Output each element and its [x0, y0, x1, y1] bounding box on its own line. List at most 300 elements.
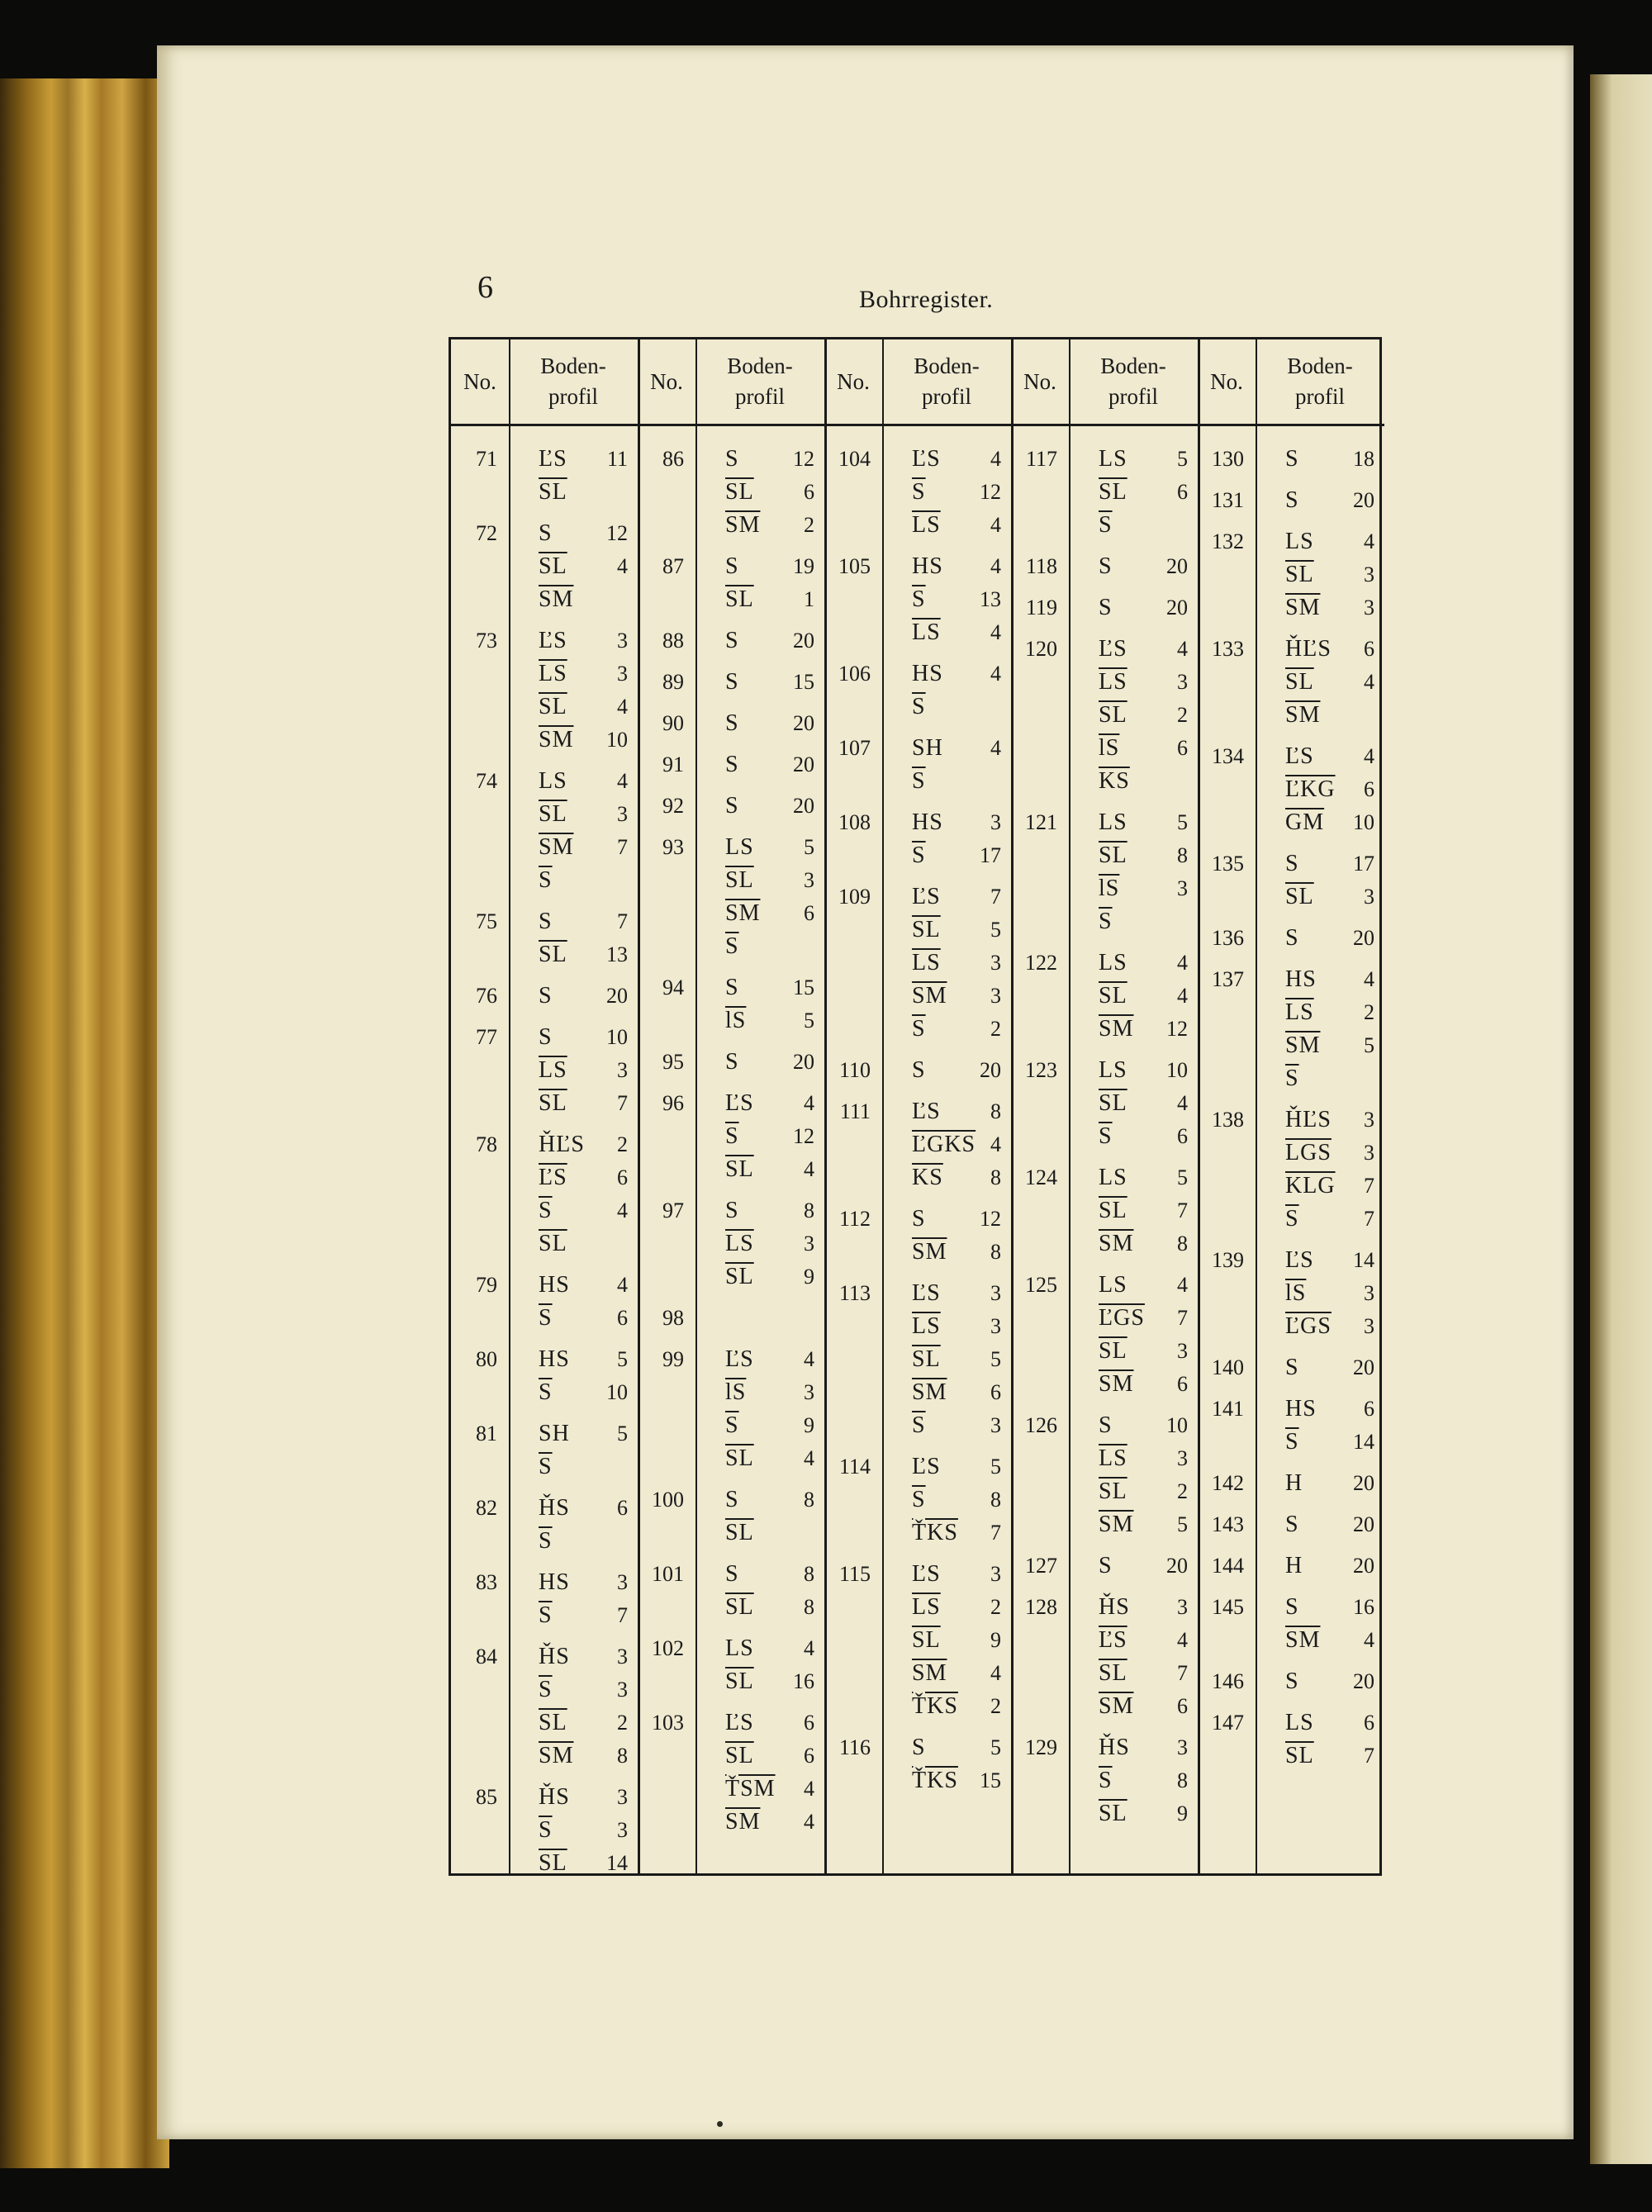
soil-type: $\overline{SL}$ — [1099, 1479, 1127, 1504]
soil-layer-row — [1069, 1508, 1198, 1541]
soil-type: S — [1285, 925, 1299, 951]
bohrung-number: 119 — [1025, 596, 1057, 619]
soil-type: H — [1285, 1470, 1303, 1496]
soil-type: S — [539, 909, 553, 934]
soil-type: $\overline{SM}$ — [1099, 1693, 1134, 1719]
layer-thickness: 13 — [980, 587, 1001, 611]
soil-type: $\overline{SL}$ — [1285, 562, 1314, 587]
soil-type: $\overline{lS}$ — [1285, 1280, 1307, 1306]
soil-layer-row — [509, 1847, 638, 1880]
soil-layer-row — [882, 881, 1011, 914]
soil-type: $\overline{S}$ — [912, 1016, 926, 1042]
soil-layer-row — [695, 1376, 824, 1409]
soil-layer-row — [1069, 1302, 1198, 1335]
soil-layer-row — [1256, 847, 1384, 881]
soil-layer-row — [882, 914, 1011, 947]
soil-layer-row — [1256, 1170, 1384, 1203]
soil-type: $\overline{SL}$ — [725, 867, 754, 893]
soil-layer-row — [695, 1087, 824, 1120]
soil-layer-row — [695, 1004, 824, 1037]
soil-layer-row — [882, 1054, 1011, 1087]
soil-type: $\overline{S}$ — [539, 1528, 553, 1554]
soil-layer-row — [1256, 1029, 1384, 1062]
soil-layer-row — [1069, 1731, 1198, 1764]
soil-layer-row — [1069, 1120, 1198, 1153]
bohrung-number: 144 — [1212, 1554, 1244, 1578]
soil-type: S — [539, 983, 553, 1009]
soil-type: $\overline{S}$ — [725, 933, 739, 959]
soil-layer-row — [1069, 1269, 1198, 1302]
bohrung-number: 95 — [662, 1050, 684, 1074]
soil-type: $\overline{SM}$ — [1099, 1512, 1134, 1537]
soil-type: ĽS — [1285, 1247, 1314, 1273]
soil-layer-row — [1069, 1657, 1198, 1690]
layer-thickness: 3 — [990, 1413, 1001, 1437]
soil-type: $\overline{SL}$ — [725, 586, 754, 612]
layer-thickness: 4 — [1177, 984, 1188, 1008]
layer-thickness: 5 — [1177, 810, 1188, 834]
layer-thickness: 12 — [980, 1207, 1001, 1231]
soil-type: $\overline{SL}$ — [539, 942, 567, 967]
soil-type: H — [1285, 1553, 1303, 1578]
soil-type: $\overline{SM}$ — [539, 727, 574, 752]
soil-type: $\overline{lS}$ — [1099, 876, 1120, 901]
soil-type: $\overline{S}$ — [912, 843, 926, 868]
bohrung-number: 81 — [476, 1422, 497, 1445]
soil-layer-row — [1256, 633, 1384, 666]
soil-layer-row — [1069, 509, 1198, 542]
soil-type: $\overline{SL}$ — [1099, 1660, 1127, 1686]
soil-layer-row — [509, 1814, 638, 1847]
soil-type: S — [725, 1487, 739, 1512]
soil-type: HS — [912, 809, 943, 835]
soil-layer-row — [1069, 1054, 1198, 1087]
soil-layer-row — [695, 550, 824, 583]
soil-type: $\overline{KLG}$ — [1285, 1173, 1336, 1199]
layer-thickness: 20 — [1353, 1355, 1374, 1379]
soil-layer-row — [695, 831, 824, 864]
soil-layer-row — [509, 1706, 638, 1740]
layer-thickness: 6 — [804, 1711, 814, 1735]
layer-thickness: 4 — [804, 1347, 814, 1371]
soil-type: SH — [539, 1421, 570, 1446]
soil-layer-row — [1256, 1591, 1384, 1624]
bohrung-number: 94 — [662, 975, 684, 999]
soil-type: LS — [1285, 1710, 1314, 1735]
soil-layer-row — [882, 443, 1011, 476]
book-page-edges — [0, 78, 169, 2168]
layer-thickness: 5 — [990, 918, 1001, 942]
soil-layer-row — [1069, 550, 1198, 583]
soil-type: LS — [1099, 1165, 1127, 1190]
soil-type: S — [912, 1206, 926, 1232]
bohrung-number: 114 — [838, 1455, 871, 1479]
layer-thickness: 6 — [1364, 1397, 1374, 1421]
layer-thickness: 4 — [990, 447, 1001, 471]
soil-layer-row — [509, 550, 638, 583]
bohrung-number: 143 — [1212, 1512, 1244, 1536]
soil-layer-row — [1069, 1227, 1198, 1260]
layer-thickness: 5 — [990, 1347, 1001, 1371]
soil-type: LS — [1099, 446, 1127, 472]
soil-type: $\overline{SM}$ — [1285, 1032, 1321, 1058]
layer-thickness: 6 — [1177, 1372, 1188, 1396]
soil-type: $\overline{S}$ — [912, 694, 926, 719]
bohrregister-table — [449, 337, 1382, 1876]
soil-layer-row — [1256, 881, 1384, 914]
soil-type: $\overline{SL}$ — [539, 479, 567, 505]
soil-layer-row — [509, 1269, 638, 1302]
layer-thickness: 4 — [1364, 744, 1374, 768]
soil-layer-row — [882, 1450, 1011, 1483]
soil-type: $\overline{ĽS}$ — [539, 1165, 567, 1190]
bohrung-number: 76 — [476, 984, 497, 1008]
soil-type: $\overline{SL}$ — [725, 1156, 754, 1182]
layer-thickness: 6 — [804, 1744, 814, 1768]
soil-type: $\overline{SM}$ — [1099, 1371, 1134, 1397]
soil-type: S — [725, 669, 739, 695]
layer-thickness: 7 — [617, 1603, 628, 1627]
soil-type: ĽS — [539, 628, 567, 653]
bohrung-number: 93 — [662, 835, 684, 859]
soil-type: $\overline{SL}$ — [539, 1231, 567, 1256]
soil-type: S — [1099, 595, 1113, 620]
soil-layer-row — [509, 517, 638, 550]
bohrung-number: 135 — [1212, 852, 1244, 876]
layer-thickness: 1 — [804, 587, 814, 611]
soil-type: $\overline{SL}$ — [1099, 1338, 1127, 1364]
layer-thickness: 14 — [1353, 1248, 1374, 1272]
layer-thickness: 7 — [1364, 1174, 1374, 1198]
soil-layer-row — [882, 1764, 1011, 1797]
layer-thickness: 4 — [1364, 529, 1374, 553]
soil-type: S — [725, 553, 739, 579]
soil-layer-row — [695, 1632, 824, 1665]
layer-thickness: 4 — [1364, 1628, 1374, 1652]
layer-thickness: 3 — [617, 1058, 628, 1082]
bohrung-number: 113 — [838, 1281, 871, 1305]
layer-thickness: 7 — [1177, 1661, 1188, 1685]
soil-type: S — [1285, 1594, 1299, 1620]
bohrung-number: 141 — [1212, 1397, 1244, 1421]
soil-layer-row — [882, 980, 1011, 1013]
layer-thickness: 6 — [1364, 637, 1374, 661]
soil-type: ȞĽS — [1285, 636, 1332, 662]
layer-thickness: 3 — [990, 810, 1001, 834]
bohrung-number: 121 — [1025, 810, 1057, 834]
layer-thickness: 8 — [1177, 1232, 1188, 1256]
soil-type: ĽS — [912, 446, 941, 472]
soil-type: ĽS — [539, 446, 567, 472]
soil-type: S — [1099, 553, 1113, 579]
soil-layer-row — [1069, 591, 1198, 624]
bohrung-number: 118 — [1025, 554, 1057, 578]
soil-type: HS — [539, 1569, 570, 1595]
soil-layer-row — [1069, 732, 1198, 765]
soil-layer-row — [1256, 1665, 1384, 1698]
soil-layer-row — [1256, 1706, 1384, 1740]
soil-layer-row — [1256, 699, 1384, 732]
bohrung-number: 142 — [1212, 1471, 1244, 1495]
bohrung-number: 106 — [838, 662, 871, 686]
layer-thickness: 7 — [990, 885, 1001, 909]
soil-layer-row — [1256, 1508, 1384, 1541]
bohrung-number: 80 — [476, 1347, 497, 1371]
soil-layer-row — [1069, 1087, 1198, 1120]
layer-thickness: 13 — [606, 942, 628, 966]
bohrung-number: 139 — [1212, 1248, 1244, 1272]
layer-thickness: 4 — [804, 1777, 814, 1801]
soil-layer-row — [882, 765, 1011, 798]
soil-type: S — [1285, 1355, 1299, 1380]
bohrung-number: 84 — [476, 1645, 497, 1668]
layer-thickness: 19 — [793, 554, 814, 578]
layer-thickness: 5 — [1177, 1165, 1188, 1189]
soil-type: $\overline{S}$ — [912, 1487, 926, 1512]
soil-layer-row — [695, 930, 824, 963]
soil-layer-row — [509, 1054, 638, 1087]
no-column — [824, 426, 882, 1873]
soil-layer-row — [882, 1236, 1011, 1269]
soil-type: S — [1285, 1668, 1299, 1694]
layer-thickness: 9 — [1177, 1801, 1188, 1825]
soil-type: LS — [1099, 809, 1127, 835]
soil-layer-row — [695, 476, 824, 509]
layer-thickness: 16 — [793, 1669, 814, 1693]
bohrung-number: 92 — [662, 794, 684, 818]
layer-thickness: 8 — [804, 1562, 814, 1586]
soil-type: $\overline{SL}$ — [725, 1520, 754, 1545]
soil-layer-row — [509, 476, 638, 509]
soil-layer-row — [509, 765, 638, 798]
soil-layer-row — [509, 1640, 638, 1673]
bohrung-number: 111 — [839, 1099, 871, 1123]
layer-thickness: 2 — [990, 1694, 1001, 1718]
soil-type: $\overline{ŤSM}$ — [725, 1776, 776, 1801]
soil-type: $\overline{SM}$ — [1099, 1231, 1134, 1256]
layer-thickness: 4 — [1177, 637, 1188, 661]
soil-layer-row — [1256, 740, 1384, 773]
layer-thickness: 8 — [804, 1199, 814, 1222]
soil-layer-row — [1069, 1161, 1198, 1194]
soil-type: $\overline{SL}$ — [912, 1346, 941, 1372]
soil-type: $\overline{SM}$ — [1099, 1016, 1134, 1042]
soil-layer-row — [509, 1343, 638, 1376]
soil-layer-row — [882, 550, 1011, 583]
soil-type: $\overline{SL}$ — [1285, 884, 1314, 909]
layer-thickness: 4 — [1177, 1628, 1188, 1652]
soil-type: S — [725, 1561, 739, 1587]
layer-thickness: 8 — [990, 1099, 1001, 1123]
soil-layer-row — [509, 1021, 638, 1054]
soil-layer-row — [509, 831, 638, 864]
bohrung-number: 107 — [838, 736, 871, 760]
layer-thickness: 5 — [1177, 1512, 1188, 1536]
bohrung-number: 146 — [1212, 1669, 1244, 1693]
header-no: No. — [824, 339, 882, 426]
soil-type: $\overline{LS}$ — [912, 512, 941, 538]
soil-layer-row — [1069, 1335, 1198, 1368]
soil-type: $\overline{S}$ — [725, 1412, 739, 1438]
layer-thickness: 20 — [793, 794, 814, 818]
soil-type: LS — [1099, 950, 1127, 975]
bohrung-number: 101 — [652, 1562, 684, 1586]
layer-thickness: 5 — [617, 1347, 628, 1371]
layer-thickness: 14 — [1353, 1430, 1374, 1454]
layer-thickness: 2 — [990, 1017, 1001, 1041]
bohrung-number: 128 — [1025, 1595, 1057, 1619]
layer-thickness: 20 — [1353, 488, 1374, 512]
soil-type: S — [539, 520, 553, 546]
layer-thickness: 20 — [606, 984, 628, 1008]
soil-type: $\overline{S}$ — [912, 768, 926, 794]
soil-type: LS — [725, 834, 754, 860]
soil-layer-row — [695, 583, 824, 616]
layer-thickness: 20 — [980, 1058, 1001, 1082]
soil-type: ĽGKS — [912, 1132, 976, 1157]
bohrung-number: 126 — [1025, 1413, 1057, 1437]
soil-layer-row — [882, 1095, 1011, 1128]
layer-thickness: 6 — [804, 901, 814, 925]
soil-type: ĽS — [912, 1280, 941, 1306]
soil-type: $\overline{SL}$ — [1099, 843, 1127, 868]
layer-thickness: 5 — [1177, 447, 1188, 471]
soil-layer-row — [509, 1417, 638, 1450]
profil-column — [1256, 426, 1384, 1873]
soil-type: $\overline{SM}$ — [1285, 595, 1321, 620]
soil-type: $\overline{LS}$ — [912, 1313, 941, 1339]
layer-thickness: 4 — [617, 695, 628, 719]
bohrung-number: 147 — [1212, 1711, 1244, 1735]
soil-layer-row — [882, 1310, 1011, 1343]
bohrung-number: 130 — [1212, 447, 1244, 471]
soil-layer-row — [695, 443, 824, 476]
layer-thickness: 5 — [990, 1735, 1001, 1759]
soil-layer-row — [695, 790, 824, 823]
soil-layer-row — [509, 1740, 638, 1773]
soil-layer-row — [509, 657, 638, 691]
soil-layer-row — [882, 1013, 1011, 1046]
bohrung-number: 83 — [476, 1570, 497, 1594]
layer-thickness: 3 — [1177, 1735, 1188, 1759]
soil-type: $\overline{SL}$ — [1099, 1198, 1127, 1223]
soil-layer-row — [1256, 1351, 1384, 1384]
soil-type: $\overline{SM}$ — [539, 586, 574, 612]
soil-type: $\overline{SL}$ — [912, 917, 941, 942]
soil-type: S — [912, 1735, 926, 1760]
layer-thickness: 7 — [617, 835, 628, 859]
layer-thickness: 2 — [990, 1595, 1001, 1619]
soil-layer-row — [509, 1566, 638, 1599]
soil-layer-row — [882, 1277, 1011, 1310]
soil-layer-row — [695, 1591, 824, 1624]
bohrung-number: 74 — [476, 769, 497, 793]
layer-thickness: 3 — [1177, 876, 1188, 900]
soil-layer-row — [1256, 1137, 1384, 1170]
soil-layer-row — [1069, 443, 1198, 476]
soil-type: ĽS — [912, 884, 941, 909]
soil-layer-row — [1069, 699, 1198, 732]
soil-type: $\overline{SL}$ — [539, 801, 567, 827]
layer-thickness: 7 — [1364, 1207, 1374, 1231]
soil-type: HS — [912, 661, 943, 686]
layer-thickness: 4 — [804, 1091, 814, 1115]
layer-thickness: 4 — [617, 554, 628, 578]
layer-thickness: 6 — [990, 1380, 1001, 1404]
soil-layer-row — [882, 1591, 1011, 1624]
layer-thickness: 7 — [1364, 1744, 1374, 1768]
soil-type: $\overline{SM}$ — [725, 900, 761, 926]
bohrung-number: 86 — [662, 447, 684, 471]
soil-type: $\overline{SM}$ — [725, 512, 761, 538]
soil-layer-row — [1069, 1368, 1198, 1401]
soil-layer-row — [1256, 666, 1384, 699]
layer-thickness: 4 — [1364, 670, 1374, 694]
soil-type: $\overline{lS}$ — [1099, 735, 1120, 761]
soil-type: S — [725, 1198, 739, 1223]
soil-layer-row — [1256, 806, 1384, 839]
bohrung-number: 89 — [662, 670, 684, 694]
layer-thickness: 4 — [617, 769, 628, 793]
soil-type: $\overline{SL}$ — [725, 1743, 754, 1768]
soil-type: $\overline{lS}$ — [725, 1379, 747, 1405]
soil-type: $\overline{S}$ — [725, 1123, 739, 1149]
layer-thickness: 3 — [990, 1314, 1001, 1338]
soil-type: $\overline{S}$ — [912, 479, 926, 505]
layer-thickness: 3 — [617, 1645, 628, 1668]
soil-type: LS — [1285, 529, 1314, 554]
soil-type: $\overline{SL}$ — [725, 479, 754, 505]
bohrung-number: 87 — [662, 554, 684, 578]
layer-thickness: 4 — [990, 662, 1001, 686]
soil-layer-row — [1256, 996, 1384, 1029]
layer-thickness: 6 — [617, 1496, 628, 1520]
layer-thickness: 11 — [606, 447, 628, 471]
soil-type: $\overline{ĽKG}$ — [1285, 776, 1336, 802]
soil-layer-row — [509, 1161, 638, 1194]
soil-type: $\overline{LS}$ — [725, 1231, 754, 1256]
soil-type: $\overline{LS}$ — [1285, 999, 1314, 1025]
bohrung-number: 100 — [652, 1488, 684, 1512]
soil-layer-row — [1069, 1409, 1198, 1442]
layer-thickness: 20 — [793, 629, 814, 653]
soil-type: ȞS — [539, 1784, 570, 1810]
layer-thickness: 2 — [1364, 1000, 1374, 1024]
soil-layer-row — [695, 1483, 824, 1517]
layer-thickness: 6 — [1177, 736, 1188, 760]
layer-thickness: 3 — [804, 868, 814, 892]
bohrung-number: 103 — [652, 1711, 684, 1735]
soil-layer-row — [695, 1227, 824, 1260]
soil-type: ĽS — [912, 1099, 941, 1124]
soil-type: ĽS — [912, 1454, 941, 1479]
soil-type: S — [725, 1049, 739, 1075]
layer-thickness: 4 — [990, 1132, 1001, 1156]
soil-layer-row — [509, 1128, 638, 1161]
soil-layer-row — [1256, 484, 1384, 517]
soil-type: HS — [539, 1272, 570, 1298]
soil-type: $\overline{S}$ — [1285, 1429, 1299, 1455]
no-column — [1198, 426, 1256, 1873]
soil-type: S — [725, 793, 739, 819]
soil-layer-row — [1256, 1104, 1384, 1137]
bohrung-number: 132 — [1212, 529, 1244, 553]
soil-type: $\overline{S}$ — [1285, 1206, 1299, 1232]
soil-layer-row — [695, 707, 824, 740]
layer-thickness: 4 — [804, 1157, 814, 1181]
soil-layer-row — [882, 1731, 1011, 1764]
soil-layer-row — [1256, 1740, 1384, 1773]
